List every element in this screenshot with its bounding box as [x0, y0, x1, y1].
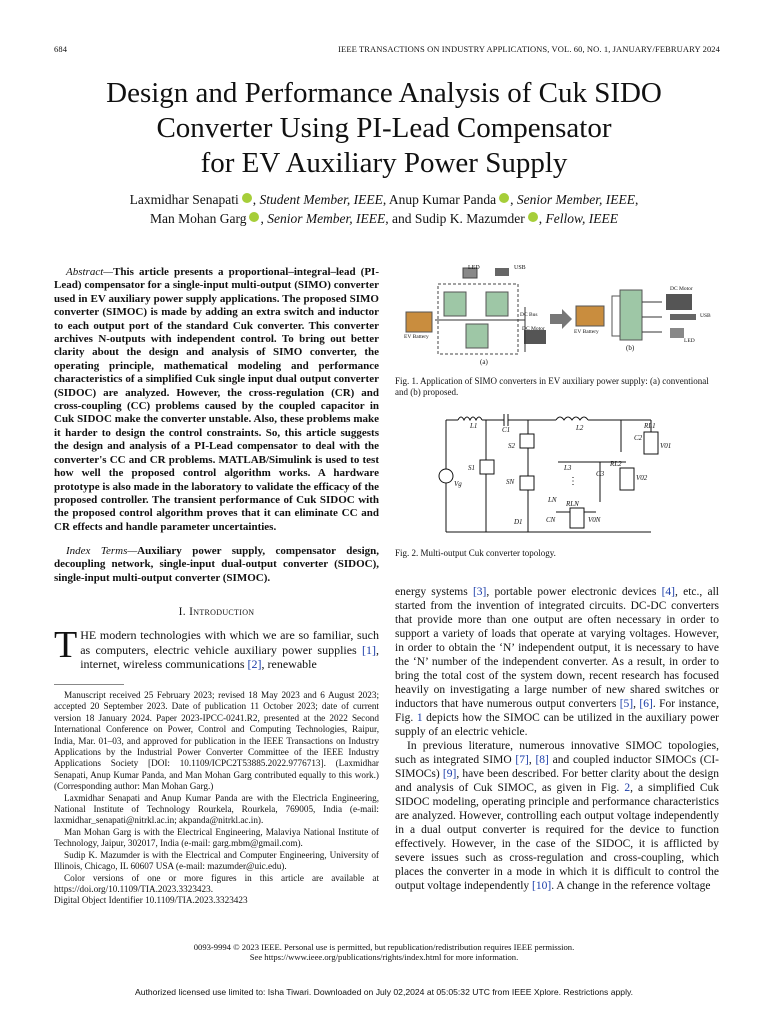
citation-link[interactable]: [3]	[472, 586, 487, 598]
footnote: Laxmidhar Senapati and Anup Kumar Panda are with the Electricla Engineering, National Institute of Technology Rourkela, Rourkela, 769005, India (e-mail: laxmidhar_senapati@nitrkl.ac.in; akpanda@nitrkl.ac.in).	[54, 792, 379, 826]
text-run: ,	[633, 698, 640, 710]
author-conjunction: and	[392, 211, 412, 226]
abstract-lead: Abstract—	[66, 266, 114, 278]
footnote-rule	[54, 684, 124, 685]
figure-2	[436, 412, 676, 540]
title-line: for EV Auxiliary Power Supply	[200, 147, 568, 179]
fig1-label: EV Battery	[404, 334, 429, 340]
orcid-icon[interactable]	[499, 193, 509, 203]
index-terms	[54, 545, 379, 585]
fig1-label: (b)	[626, 344, 635, 352]
citation-link[interactable]: [10]	[532, 880, 552, 892]
index-terms-text: Auxiliary power supply, compensator design, decoupling network, single-input dual-output converter (SIDOC), single-input multi-output converter (SIMOC).	[54, 545, 379, 584]
author-role: Fellow, IEEE	[545, 211, 619, 226]
author-list: Laxmidhar Senapati , Student Member, IEEE, Anup Kumar Panda , Senior Member, IEEE, Man Mohan Garg , Senior Member, IEEE, and Sudip K. Mazumder , Fellow, IEEE	[129, 192, 639, 226]
text-run: , portable power electronic devices	[486, 586, 662, 598]
citation-link[interactable]: [1]	[362, 642, 376, 657]
fig2-label: RLN	[566, 500, 579, 508]
fig2-label: S2	[508, 442, 515, 450]
text-run: , a simplified Cuk SIDOC modeling, operating principle and performance characteristics are analyzed. However, controlling each output voltage independently in a dual output converter is required for the device to function effectively. However, in the case of the SIDOC, it is afflicted by severe issues such as cross-regulation and cross-coupling, which places the converter in a mode in which it is difficult to control the output voltage independently	[395, 782, 719, 892]
section-title: Introduction	[189, 606, 255, 618]
fig1-label: EV Battery	[574, 329, 599, 335]
text-run: . For instance, Fig.	[395, 698, 720, 724]
paragraph	[395, 585, 719, 739]
author-role: Student Member, IEEE	[259, 192, 383, 207]
right-column-text	[395, 585, 719, 893]
text-run: , etc., all started from the invention of integrated circuits. DC-DC converters that provide more than one output are often necessary in order to support a variety of loads that operate at varying voltages. However, in order to obtain the ‘N’ independent output, it is necessary to have the ‘N’ number of the independent converter. As a result, in order to bring the total cost of the system down, recent research has focused heavily on investigating a large number of new shared switches or inductors that have numerous output converters	[395, 586, 719, 710]
fig2-label: SN	[506, 478, 515, 486]
fig2-label: L2	[576, 424, 584, 432]
drop-cap: T	[54, 624, 78, 666]
abstract-text: This article presents a proportional–integral–lead (PI-Lead) compensator for a single-input multi-output (SIMO) converter used in EV auxiliary power supply applications. The proposed SIMO converter (SIMOC) is made by adding an extra switch and inductor to each output port of the standard Cuk converter. This converter archives N-outputs with independent control. To bring out better clarity about the design and analysis of SIMO converter, the operating principle, mathematical modeling and performance characteristics of a simplified Cuk single input dual output converter (SIDOC) are analyzed. However, the cross-regulation (CR) and cross-coupling (CC) problems caused by the coupled capacitor in Cuk SIDOC make the converter unstable. Also, these problems make it harder to design the control constraints. So, this article suggests the design and analysis of a PI-Lead compensator to deal with the converter's CC and CR problems. MATLAB/Simulink is used to test how well the proposed control algorithm works. A hardware prototype is also made in the laboratory to validate the efficacy of the proposed controller. The transient performance of Cuk SIDOC with the proposed control algorithm proves that it can eliminate CC and CR effects and handle parameter uncertainties.	[54, 266, 379, 533]
fig2-label: C3	[596, 470, 605, 478]
citation-link[interactable]: [9]	[442, 768, 457, 780]
intro-text: , internet, wireless communications	[80, 642, 379, 671]
text-run: . A change in the reference voltage	[551, 880, 711, 892]
fig1-label: LED	[468, 265, 480, 271]
footnote: Manuscript received 25 February 2023; revised 18 May 2023 and 6 August 2023; accepted 20 September 2023. Date of publication 11 October 2023; date of current version 18 January 2024. Paper 2023-IPCC-0241.R2, presented at the 2022 Second International Conference on Power, Control and Computing Technologies, Raipur, India, Mar. 01–03, and approved for publication in the IEEE Transactions on Industry Applications by the Industrial Power Converter Committee of the IEEE Industry Applications Society [DOI: 10.1109/ICPC2T53885.2022.9776713]. (Laxmidhar Senapati, Anup Kumar Panda, and Man Mohan Garg contributed equally to this work.) (Corresponding author: Man Mohan Garg.)	[54, 690, 379, 792]
fig2-label: V02	[636, 474, 648, 482]
orcid-icon[interactable]	[528, 212, 538, 222]
text-run: , have been described. For better clarity about the design and analysis of Cuk SIMOC, as given in Fig.	[395, 768, 720, 794]
fig2-label: ⋮	[568, 476, 578, 487]
footnotes	[54, 690, 379, 907]
author-name: Anup Kumar Panda	[388, 192, 497, 207]
orcid-icon[interactable]	[249, 212, 259, 222]
author-name: Man Mohan Garg	[149, 211, 247, 226]
fig2-label: D1	[514, 518, 523, 526]
footnote: Sudip K. Mazumder is with the Electrical and Computer Engineering, University of Illinois, Chicago, IL 60607 USA (e-mail: mazumder@uic.edu).	[54, 849, 379, 872]
intro-text: HE modern technologies with which we are so familiar, such as computers, electric vehicle auxiliary power supplies	[80, 628, 379, 657]
fig2-label: C1	[502, 426, 511, 434]
fig2-label: V0N	[588, 516, 601, 524]
fig2-label: RL2	[610, 460, 622, 468]
citation-link[interactable]: [7]	[515, 754, 529, 766]
text-run: ,	[528, 754, 536, 766]
footnote: Man Mohan Garg is with the Electrical Engineering, Malaviya National Institute of Technology, Jaipur, 302017, India (e-mail: garg.mbm@gmail.com).	[54, 826, 379, 849]
fig1-label: USB	[514, 265, 526, 271]
fig1-label: DC Motor	[522, 326, 545, 332]
fig1-label: DC Motor	[670, 286, 693, 292]
copyright-line: 0093-9994 © 2023 IEEE. Personal use is permitted, but republication/redistribution requires IEEE permission.	[193, 942, 575, 952]
citation-link[interactable]: [8]	[535, 754, 549, 766]
abstract	[54, 266, 379, 534]
footnote: Digital Object Identifier 10.1109/TIA.2023.3323423	[54, 895, 248, 906]
fig1-label: DC Bus	[520, 312, 538, 318]
intro-text: , renewable	[261, 657, 317, 671]
figure-1-diagram	[400, 262, 720, 370]
journal-header: IEEE TRANSACTIONS ON INDUSTRY APPLICATIONS, VOL. 60, NO. 1, JANUARY/FEBRUARY 2024	[338, 44, 720, 54]
fig1-label: LED	[684, 338, 695, 344]
author-role: Senior Member, IEEE	[516, 192, 635, 207]
license-notice: Authorized licensed use limited to: Isha Tiwari. Downloaded on July 02,2024 at 05:05:32 UTC from IEEE Xplore. Restrictions apply.	[134, 987, 634, 997]
section-number: I.	[178, 606, 186, 618]
fig2-label: L3	[564, 464, 572, 472]
text-run: depicts how the SIMOC can be utilized in the auxiliary power supply of an electric vehicle.	[395, 712, 720, 738]
page-number: 684	[54, 44, 68, 54]
fig2-label: L1	[470, 422, 478, 430]
fig2-label: LN	[548, 496, 557, 504]
author-name: Laxmidhar Senapati	[129, 192, 239, 207]
index-terms-lead: Index Terms—	[66, 545, 138, 557]
paper-title	[40, 76, 728, 181]
citation-link[interactable]: [6]	[639, 698, 653, 710]
section-heading	[54, 606, 379, 618]
copyright-line: See https://www.ieee.org/publications/rights/index.html for more information.	[249, 952, 519, 962]
citation-link[interactable]: [4]	[661, 586, 676, 598]
figure-2-caption: Fig. 2. Multi-output Cuk converter topology.	[395, 548, 556, 558]
citation-link[interactable]: [2]	[247, 657, 262, 671]
footnote: Color versions of one or more figures in this article are available at https://doi.org/10.1109/TIA.2023.3323423.	[54, 872, 379, 894]
fig2-label: S1	[468, 464, 475, 472]
author-name: Sudip K. Mazumder	[414, 211, 525, 226]
orcid-icon[interactable]	[242, 193, 252, 203]
fig1-label: USB	[700, 313, 711, 319]
fig2-label: C2	[634, 434, 643, 442]
text-run: In previous literature, numerous innovative SIMOC topologies, such as integrated SIMO	[395, 740, 719, 766]
fig2-label: CN	[546, 516, 556, 524]
citation-link[interactable]: [5]	[619, 698, 634, 710]
author-role: Senior Member, IEEE	[267, 211, 386, 226]
figure-1-caption: Fig. 1. Application of SIMO converters in EV auxiliary power supply: (a) conventional and (b) proposed.	[395, 376, 709, 397]
fig1-label: (a)	[480, 358, 488, 366]
figure-link[interactable]: 2	[624, 782, 631, 794]
text-run: and coupled inductor SIMOCs (CI-SIMOCs)	[395, 754, 719, 780]
figure-link[interactable]: 1	[416, 712, 423, 724]
title-line: Design and Performance Analysis of Cuk SIDO	[106, 77, 662, 109]
text-run: energy systems	[395, 586, 473, 598]
fig2-label: Vg	[454, 480, 462, 488]
fig2-label: RL1	[644, 422, 656, 430]
fig2-label: V01	[660, 442, 672, 450]
figure-1	[400, 262, 720, 370]
title-line: Converter Using PI-Lead Compensator	[156, 112, 612, 144]
copyright	[0, 942, 768, 962]
intro-paragraph	[54, 624, 379, 672]
paragraph	[395, 739, 719, 893]
